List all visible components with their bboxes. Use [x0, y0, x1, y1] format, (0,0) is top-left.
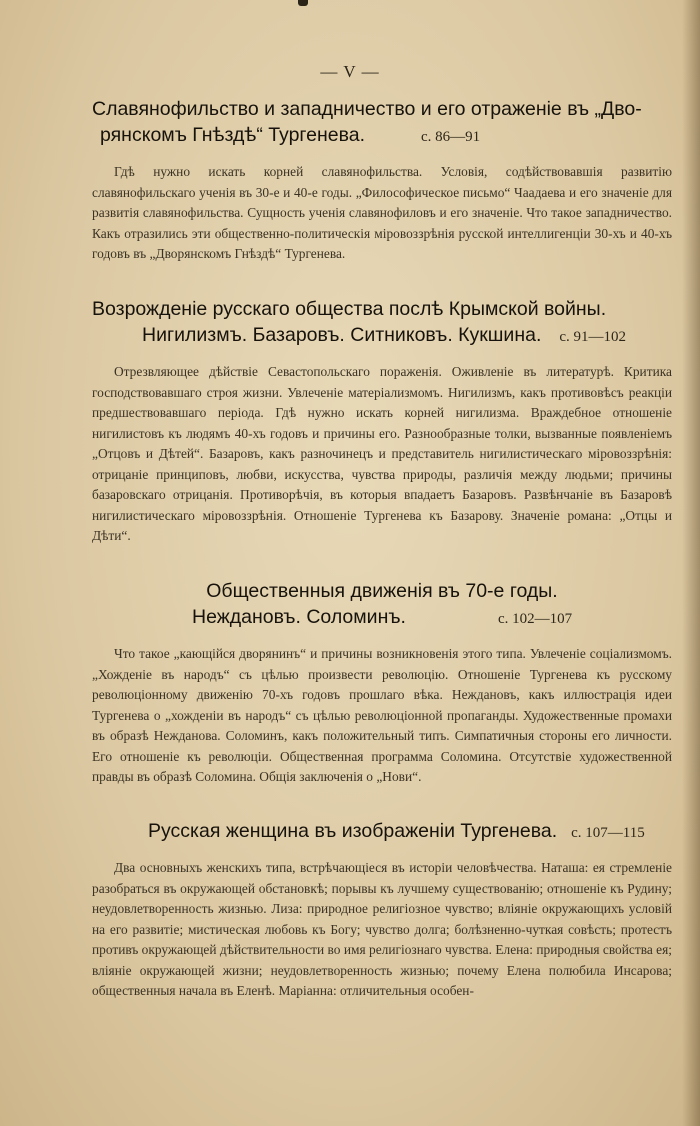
section-russian-woman [92, 818, 672, 1002]
section-heading [92, 296, 672, 350]
page-edge-shadow [682, 0, 700, 1126]
page-range: с. 102—107 [497, 611, 573, 627]
heading-line-2: Неждановъ. Соломинъ. с. 102—107 [192, 606, 573, 628]
heading-line-2: Нигилизмъ. Базаровъ. Ситниковъ. Кукшина. с. 91—102 [142, 324, 627, 346]
ink-mark [298, 0, 308, 6]
heading-line-2: рянскомъ Гнѣздѣ“ Тургенева. с. 86—91 [100, 124, 481, 146]
page-range: с. 107—115 [571, 825, 645, 841]
section-heading [92, 818, 672, 846]
section-text: Что такое „кающійся дворянинъ“ и причины возникновенія этого типа. Увлеченіе соціализмомъ. „Хожденіе въ народъ“ съ цѣлью произвести революцію. Отношеніе Тургенева къ русскому революціонному движенію 70-хъ годовъ прошлаго вѣка. Неждановъ, какъ иллюстрація идеи Тургенева о „хожденіи въ народъ“ съ цѣлью революціонной пропаганды. Художественные промахи въ образѣ Нежданова. Соломинъ, какъ положительный типъ. Симпатичныя стороны его личности. Его отношеніе къ революціи. Общественная программа Соломина. Отсутствіе художественной правды въ образѣ Соломина. Общія заключенія о „Нови“. [92, 646, 672, 784]
section-heading [92, 578, 672, 632]
section-text: Два основныхъ женскихъ типа, встрѣчающіеся въ исторіи человѣчества. Наташа: ея стремленіе разобраться въ окружающей обстановкѣ; порывы къ лучшему существованію; отношеніе къ Рудину; неудовлетворенность жизнью. Лиза: природное религіозное чувство; вліяніе окружающихъ условій на его развитіе; мистическая любовь къ Богу; чувство долга; болѣзненно-чуткая совѣсть; протестъ противъ окружающей дѣйствительности во имя религіознаго чувства. Елена: природныя свойства ея; вліяніе окружающей жизни; неудовлетворенность жизнью; почему Елена полюбила Инсарова; общественныя начала въ Еленѣ. Маріанна: отличительныя особен- [92, 860, 672, 998]
page-range: с. 86—91 [420, 129, 481, 145]
section-revival [92, 296, 672, 547]
heading-line-1: Славянофильство и западничество и его отраженіе въ „Дво- [92, 98, 642, 120]
section-slavophilism [92, 96, 672, 265]
heading-line-1: Возрожденіе русскаго общества послѣ Крымской войны. [92, 298, 607, 320]
section-text: Отрезвляющее дѣйствіе Севастопольскаго пораженія. Оживленіе въ литературѣ. Критика господствовавшаго строя жизни. Увлеченіе матеріализмомъ. Нигилизмъ, какъ противовѣсъ реакціи предшествовавшаго періода. Гдѣ нужно искать корней нигилизма. Враждебное отношеніе нигилистовъ къ людямъ 40-хъ годовъ и причины его. Разнообразные толки, вызванные появленіемъ „Отцовъ и Дѣтей“. Базаровъ, какъ разночинецъ и представитель нигилистическаго міровоззрѣнія: отрицаніе принциповъ, любви, искусства, чувства природы, различія между людьми; причины базаровскаго отрицанія. Противорѣчія, въ которыя впадаетъ Базаровъ. Развѣнчаніе въ Базаровѣ нигилистическаго міровоззрѣнія. Отношеніе Тургенева къ Базарову. Значеніе романа: „Отцы и Дѣти“. [92, 364, 672, 543]
heading-line-1: Русская женщина въ изображеніи Тургенева. с. 107—115 [148, 820, 645, 842]
section-text: Гдѣ нужно искать корней славянофильства. Условія, содѣйствовавшія развитію славянофильскаго ученія въ 30-е и 40-е годы. „Философическое письмо“ Чаадаева и его значеніе для развитія славянофильства. Сущность ученія славянофиловъ и его значеніе. Что такое западничество. Какъ отразились эти общественно-политическія міровоззрѣнія русской интеллигенціи 30-хъ и 40-хъ годовъ въ „Дворянскомъ Гнѣздѣ“ Тургенева. [92, 164, 672, 261]
heading-line-1: Общественныя движенія въ 70-е годы. [206, 580, 558, 602]
section-heading [92, 96, 672, 150]
page-number: — V — [320, 62, 380, 81]
section-social-movements [92, 578, 672, 788]
page-range: с. 91—102 [559, 329, 627, 345]
